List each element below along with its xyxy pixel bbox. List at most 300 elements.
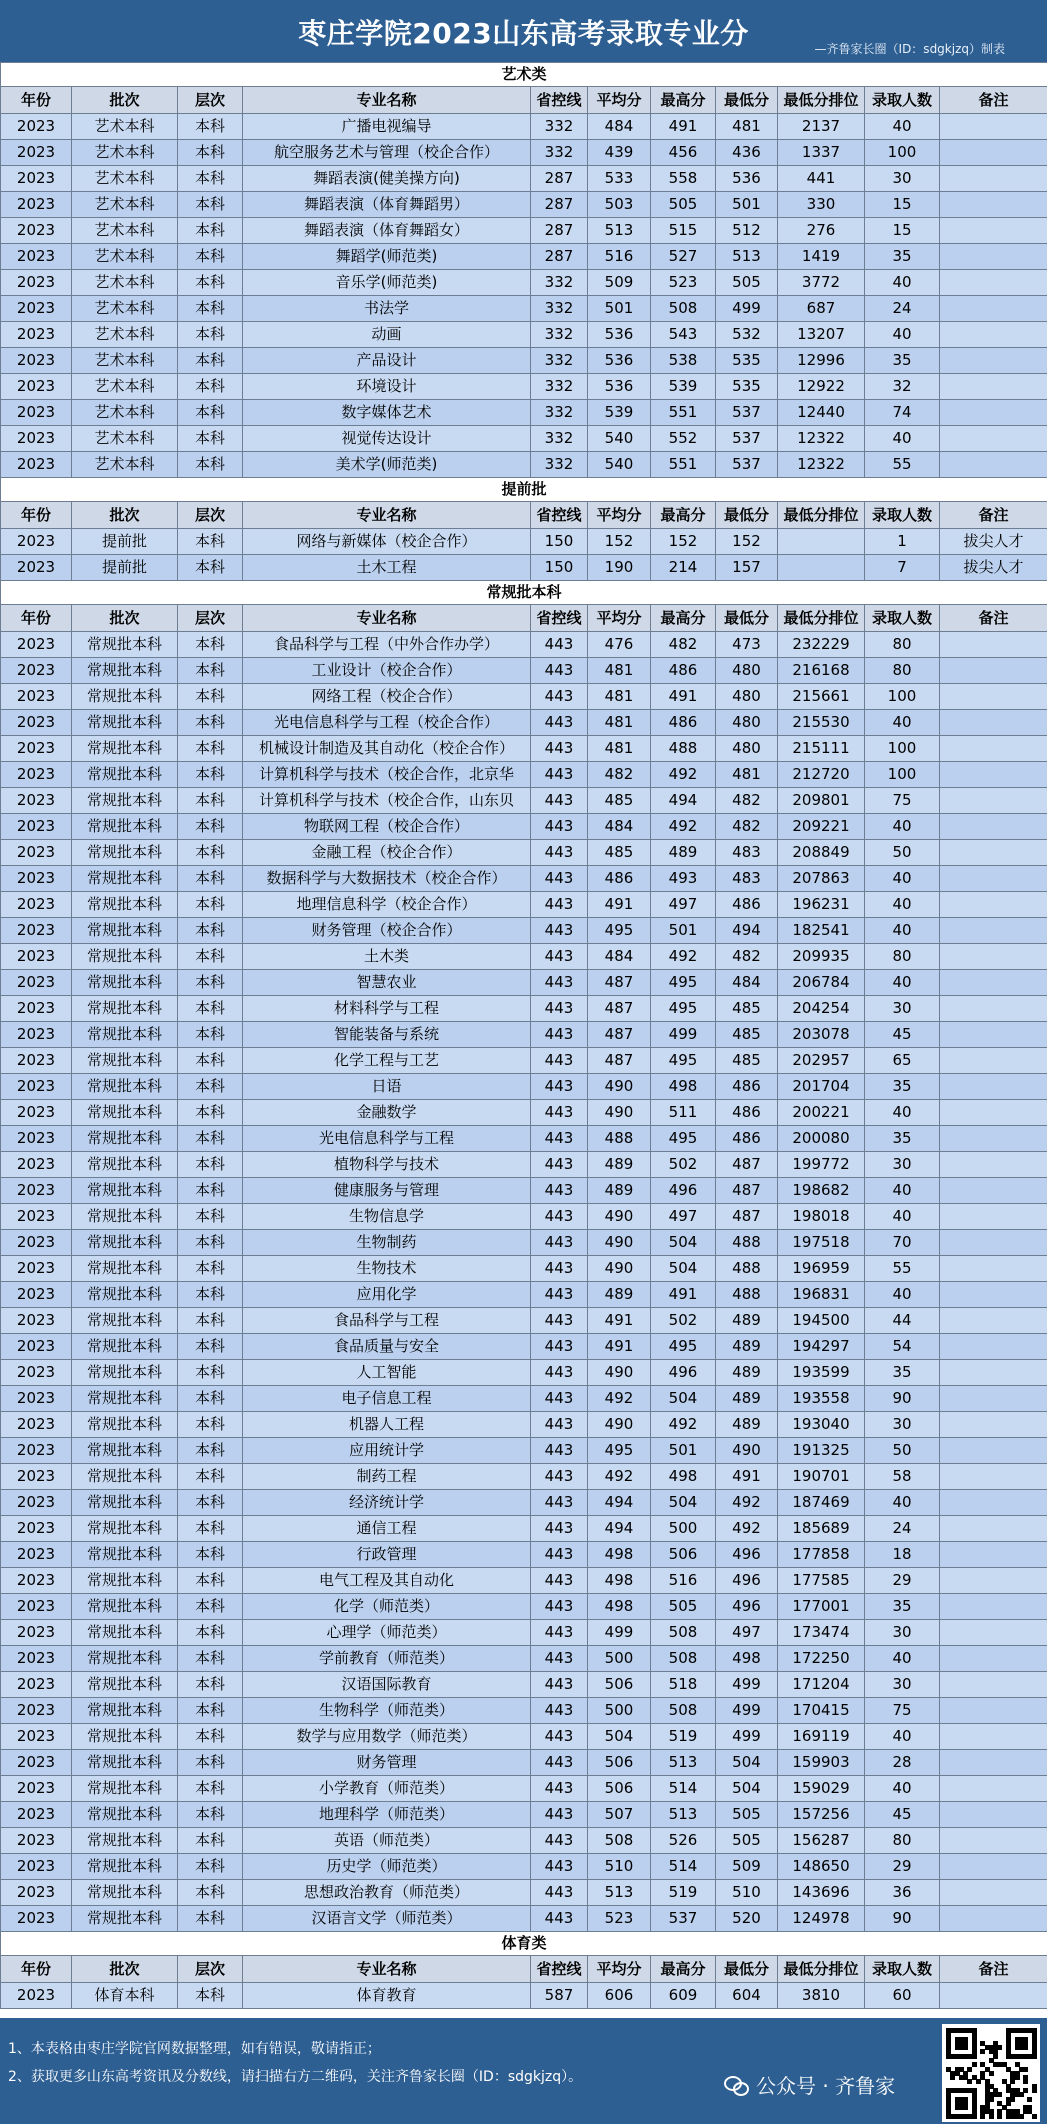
cell-avg-score: 476	[588, 632, 651, 658]
cell-batch: 常规批本科	[72, 710, 178, 736]
cell-remark	[940, 1620, 1047, 1646]
column-header-min-score: 最低分	[716, 87, 778, 114]
table-row	[1, 1646, 1047, 1672]
table-row	[1, 1178, 1047, 1204]
cell-max-score: 495	[651, 1048, 716, 1074]
table-row	[1, 996, 1047, 1022]
cell-min-score: 488	[716, 1282, 778, 1308]
cell-year: 2023	[1, 840, 72, 866]
cell-max-score: 501	[651, 1438, 716, 1464]
table-row	[1, 1568, 1047, 1594]
footer	[0, 2018, 1047, 2124]
cell-min-rank: 191325	[778, 1438, 865, 1464]
cell-min-score: 473	[716, 632, 778, 658]
cell-control-line: 332	[531, 374, 588, 400]
cell-control-line: 443	[531, 1750, 588, 1776]
cell-batch: 常规批本科	[72, 1802, 178, 1828]
cell-batch: 常规批本科	[72, 1724, 178, 1750]
cell-remark	[940, 1698, 1047, 1724]
cell-min-score: 487	[716, 1204, 778, 1230]
table-row	[1, 1464, 1047, 1490]
cell-major: 土木工程	[243, 555, 531, 581]
cell-remark	[940, 140, 1047, 166]
cell-remark	[940, 1490, 1047, 1516]
cell-year: 2023	[1, 1178, 72, 1204]
cell-control-line: 443	[531, 736, 588, 762]
table-row	[1, 1750, 1047, 1776]
cell-remark	[940, 244, 1047, 270]
cell-level: 本科	[178, 1802, 243, 1828]
cell-min-rank: 177001	[778, 1594, 865, 1620]
cell-min-rank: 124978	[778, 1906, 865, 1932]
table-row	[1, 736, 1047, 762]
cell-year: 2023	[1, 1230, 72, 1256]
cell-avg-score: 495	[588, 918, 651, 944]
cell-major: 书法学	[243, 296, 531, 322]
cell-major: 汉语国际教育	[243, 1672, 531, 1698]
cell-min-rank: 12440	[778, 400, 865, 426]
cell-remark	[940, 218, 1047, 244]
cell-major: 舞蹈表演（体育舞蹈女）	[243, 218, 531, 244]
cell-control-line: 443	[531, 1464, 588, 1490]
cell-major: 日语	[243, 1074, 531, 1100]
cell-control-line: 443	[531, 1620, 588, 1646]
cell-level: 本科	[178, 658, 243, 684]
cell-min-rank: 1419	[778, 244, 865, 270]
cell-enrolled: 30	[865, 1152, 940, 1178]
cell-max-score: 514	[651, 1854, 716, 1880]
cell-min-score: 480	[716, 710, 778, 736]
cell-year: 2023	[1, 1438, 72, 1464]
cell-batch: 常规批本科	[72, 1152, 178, 1178]
cell-major: 舞蹈表演(健美操方向)	[243, 166, 531, 192]
column-header-level: 层次	[178, 502, 243, 529]
table-row	[1, 1594, 1047, 1620]
cell-min-score: 483	[716, 866, 778, 892]
cell-min-rank: 12922	[778, 374, 865, 400]
cell-enrolled: 40	[865, 1776, 940, 1802]
table-row	[1, 1204, 1047, 1230]
cell-batch: 常规批本科	[72, 684, 178, 710]
cell-control-line: 443	[531, 1204, 588, 1230]
cell-remark	[940, 1282, 1047, 1308]
cell-max-score: 492	[651, 944, 716, 970]
cell-batch: 提前批	[72, 529, 178, 555]
table-row	[1, 1100, 1047, 1126]
cell-remark	[940, 1334, 1047, 1360]
cell-min-score: 489	[716, 1334, 778, 1360]
table-row	[1, 788, 1047, 814]
cell-min-score: 482	[716, 814, 778, 840]
cell-min-rank: 3810	[778, 1983, 865, 2009]
cell-major: 行政管理	[243, 1542, 531, 1568]
cell-year: 2023	[1, 1048, 72, 1074]
note-1: 1、本表格由枣庄学院官网数据整理，如有错误，敬请指正；	[8, 2041, 381, 2057]
cell-major: 经济统计学	[243, 1490, 531, 1516]
column-header-remark: 备注	[940, 1956, 1047, 1983]
cell-remark	[940, 270, 1047, 296]
cell-min-rank: 209221	[778, 814, 865, 840]
cell-batch: 常规批本科	[72, 1750, 178, 1776]
column-header-major: 专业名称	[243, 605, 531, 632]
cell-major: 计算机科学与技术（校企合作，北京华	[243, 762, 531, 788]
cell-major: 应用统计学	[243, 1438, 531, 1464]
cell-year: 2023	[1, 1256, 72, 1282]
cell-major: 计算机科学与技术（校企合作，山东贝	[243, 788, 531, 814]
cell-control-line: 443	[531, 1256, 588, 1282]
table-row	[1, 1854, 1047, 1880]
cell-major: 智能装备与系统	[243, 1022, 531, 1048]
cell-enrolled: 75	[865, 1698, 940, 1724]
column-header-batch: 批次	[72, 1956, 178, 1983]
cell-level: 本科	[178, 1074, 243, 1100]
cell-level: 本科	[178, 1854, 243, 1880]
cell-control-line: 443	[531, 1802, 588, 1828]
column-header-batch: 批次	[72, 605, 178, 632]
table-row	[1, 1672, 1047, 1698]
column-header-enrolled: 录取人数	[865, 502, 940, 529]
cell-avg-score: 484	[588, 944, 651, 970]
cell-enrolled: 40	[865, 1724, 940, 1750]
cell-year: 2023	[1, 1100, 72, 1126]
cell-remark	[940, 788, 1047, 814]
cell-batch: 常规批本科	[72, 1880, 178, 1906]
cell-min-score: 489	[716, 1386, 778, 1412]
cell-major: 材料科学与工程	[243, 996, 531, 1022]
table-row	[1, 1490, 1047, 1516]
cell-max-score: 538	[651, 348, 716, 374]
cell-min-rank: 207863	[778, 866, 865, 892]
cell-control-line: 443	[531, 1906, 588, 1932]
cell-remark	[940, 322, 1047, 348]
cell-control-line: 443	[531, 814, 588, 840]
cell-remark	[940, 374, 1047, 400]
cell-avg-score: 481	[588, 736, 651, 762]
column-header-batch: 批次	[72, 502, 178, 529]
cell-year: 2023	[1, 1516, 72, 1542]
cell-min-score: 486	[716, 1100, 778, 1126]
cell-min-rank: 1337	[778, 140, 865, 166]
cell-max-score: 495	[651, 1126, 716, 1152]
cell-year: 2023	[1, 1542, 72, 1568]
cell-year: 2023	[1, 996, 72, 1022]
cell-batch: 常规批本科	[72, 1022, 178, 1048]
cell-enrolled: 75	[865, 788, 940, 814]
table-row	[1, 270, 1047, 296]
cell-control-line: 443	[531, 1152, 588, 1178]
cell-major: 生物科学（师范类）	[243, 1698, 531, 1724]
cell-year: 2023	[1, 1334, 72, 1360]
cell-enrolled: 80	[865, 944, 940, 970]
cell-year: 2023	[1, 400, 72, 426]
cell-control-line: 443	[531, 1126, 588, 1152]
cell-major: 应用化学	[243, 1282, 531, 1308]
cell-remark	[940, 192, 1047, 218]
table-row	[1, 1620, 1047, 1646]
cell-year: 2023	[1, 632, 72, 658]
table-row	[1, 1802, 1047, 1828]
cell-max-score: 609	[651, 1983, 716, 2009]
cell-major: 舞蹈表演（体育舞蹈男）	[243, 192, 531, 218]
cell-control-line: 443	[531, 1776, 588, 1802]
column-header-min-score: 最低分	[716, 502, 778, 529]
cell-control-line: 443	[531, 840, 588, 866]
cell-control-line: 287	[531, 244, 588, 270]
cell-enrolled: 70	[865, 1230, 940, 1256]
cell-enrolled: 40	[865, 1100, 940, 1126]
cell-avg-score: 487	[588, 1022, 651, 1048]
credit-text: —齐鲁家长圈（ID：sdgkjzq）制表	[814, 42, 1005, 56]
column-header-control-line: 省控线	[531, 605, 588, 632]
cell-max-score: 498	[651, 1464, 716, 1490]
cell-max-score: 504	[651, 1386, 716, 1412]
cell-batch: 常规批本科	[72, 918, 178, 944]
section-title-row	[1, 581, 1047, 605]
cell-min-rank: 215111	[778, 736, 865, 762]
column-header-batch: 批次	[72, 87, 178, 114]
cell-control-line: 443	[531, 684, 588, 710]
cell-max-score: 492	[651, 762, 716, 788]
cell-level: 本科	[178, 1282, 243, 1308]
cell-level: 本科	[178, 1360, 243, 1386]
table-row	[1, 658, 1047, 684]
cell-enrolled: 24	[865, 1516, 940, 1542]
cell-level: 本科	[178, 1672, 243, 1698]
cell-year: 2023	[1, 1620, 72, 1646]
cell-level: 本科	[178, 1620, 243, 1646]
cell-enrolled: 7	[865, 555, 940, 581]
cell-control-line: 332	[531, 426, 588, 452]
cell-remark	[940, 1126, 1047, 1152]
cell-avg-score: 536	[588, 322, 651, 348]
cell-enrolled: 30	[865, 1412, 940, 1438]
cell-remark	[940, 166, 1047, 192]
cell-min-rank	[778, 529, 865, 555]
cell-min-score: 484	[716, 970, 778, 996]
cell-level: 本科	[178, 632, 243, 658]
wechat-label	[724, 2070, 895, 2099]
cell-batch: 常规批本科	[72, 1074, 178, 1100]
cell-control-line: 287	[531, 192, 588, 218]
cell-batch: 常规批本科	[72, 1360, 178, 1386]
cell-min-score: 489	[716, 1412, 778, 1438]
cell-avg-score: 523	[588, 1906, 651, 1932]
cell-major: 历史学（师范类）	[243, 1854, 531, 1880]
cell-min-rank: 157256	[778, 1802, 865, 1828]
cell-control-line: 443	[531, 1568, 588, 1594]
cell-avg-score: 494	[588, 1490, 651, 1516]
cell-remark	[940, 918, 1047, 944]
cell-year: 2023	[1, 1776, 72, 1802]
table-row	[1, 1386, 1047, 1412]
cell-enrolled: 29	[865, 1854, 940, 1880]
cell-control-line: 443	[531, 1100, 588, 1126]
cell-batch: 常规批本科	[72, 1256, 178, 1282]
section-title: 提前批	[1, 478, 1047, 502]
cell-level: 本科	[178, 1022, 243, 1048]
column-header-remark: 备注	[940, 87, 1047, 114]
cell-batch: 常规批本科	[72, 1698, 178, 1724]
cell-major: 动画	[243, 322, 531, 348]
cell-min-rank: 194500	[778, 1308, 865, 1334]
cell-max-score: 537	[651, 1906, 716, 1932]
cell-avg-score: 506	[588, 1672, 651, 1698]
cell-min-score: 494	[716, 918, 778, 944]
cell-batch: 常规批本科	[72, 1594, 178, 1620]
cell-control-line: 443	[531, 1438, 588, 1464]
cell-level: 本科	[178, 1828, 243, 1854]
cell-remark	[940, 944, 1047, 970]
cell-enrolled: 45	[865, 1802, 940, 1828]
cell-enrolled: 30	[865, 166, 940, 192]
column-header-min-rank: 最低分排位	[778, 1956, 865, 1983]
cell-avg-score: 484	[588, 814, 651, 840]
cell-control-line: 287	[531, 166, 588, 192]
cell-min-rank: 187469	[778, 1490, 865, 1516]
cell-min-score: 496	[716, 1594, 778, 1620]
cell-remark	[940, 866, 1047, 892]
cell-min-score: 491	[716, 1464, 778, 1490]
cell-year: 2023	[1, 1880, 72, 1906]
cell-enrolled: 32	[865, 374, 940, 400]
header-row	[1, 605, 1047, 632]
column-header-avg-score: 平均分	[588, 1956, 651, 1983]
cell-control-line: 443	[531, 1880, 588, 1906]
cell-batch: 常规批本科	[72, 1282, 178, 1308]
cell-batch: 艺术本科	[72, 166, 178, 192]
cell-batch: 常规批本科	[72, 1412, 178, 1438]
cell-remark	[940, 1152, 1047, 1178]
cell-max-score: 513	[651, 1750, 716, 1776]
cell-enrolled: 30	[865, 1672, 940, 1698]
column-header-remark: 备注	[940, 605, 1047, 632]
cell-major: 工业设计（校企合作）	[243, 658, 531, 684]
cell-year: 2023	[1, 140, 72, 166]
cell-major: 航空服务艺术与管理（校企合作）	[243, 140, 531, 166]
cell-min-score: 505	[716, 1828, 778, 1854]
cell-avg-score: 536	[588, 374, 651, 400]
cell-avg-score: 190	[588, 555, 651, 581]
cell-remark	[940, 348, 1047, 374]
cell-batch: 艺术本科	[72, 192, 178, 218]
cell-major: 地理信息科学（校企合作）	[243, 892, 531, 918]
section-title-row	[1, 1932, 1047, 1956]
cell-level: 本科	[178, 1204, 243, 1230]
cell-level: 本科	[178, 866, 243, 892]
cell-avg-score: 490	[588, 1360, 651, 1386]
cell-min-score: 490	[716, 1438, 778, 1464]
column-header-avg-score: 平均分	[588, 87, 651, 114]
cell-min-rank: 170415	[778, 1698, 865, 1724]
cell-enrolled: 36	[865, 1880, 940, 1906]
cell-year: 2023	[1, 1490, 72, 1516]
cell-control-line: 443	[531, 944, 588, 970]
cell-remark	[940, 1204, 1047, 1230]
cell-max-score: 519	[651, 1724, 716, 1750]
cell-year: 2023	[1, 1464, 72, 1490]
cell-major: 网络与新媒体（校企合作）	[243, 529, 531, 555]
cell-batch: 常规批本科	[72, 1100, 178, 1126]
cell-batch: 常规批本科	[72, 736, 178, 762]
cell-batch: 艺术本科	[72, 426, 178, 452]
cell-remark	[940, 400, 1047, 426]
cell-enrolled: 35	[865, 1126, 940, 1152]
cell-major: 机器人工程	[243, 1412, 531, 1438]
cell-batch: 常规批本科	[72, 1620, 178, 1646]
cell-remark	[940, 710, 1047, 736]
cell-min-score: 152	[716, 529, 778, 555]
cell-avg-score: 509	[588, 270, 651, 296]
cell-remark	[940, 762, 1047, 788]
cell-batch: 艺术本科	[72, 452, 178, 478]
cell-batch: 常规批本科	[72, 1672, 178, 1698]
cell-enrolled: 40	[865, 710, 940, 736]
cell-min-score: 520	[716, 1906, 778, 1932]
cell-min-score: 496	[716, 1568, 778, 1594]
cell-major: 机械设计制造及其自动化（校企合作）	[243, 736, 531, 762]
cell-year: 2023	[1, 944, 72, 970]
cell-min-rank: 199772	[778, 1152, 865, 1178]
cell-year: 2023	[1, 892, 72, 918]
cell-max-score: 493	[651, 866, 716, 892]
cell-remark	[940, 1594, 1047, 1620]
section-title-row	[1, 478, 1047, 502]
cell-min-score: 498	[716, 1646, 778, 1672]
cell-avg-score: 490	[588, 1204, 651, 1230]
cell-min-score: 532	[716, 322, 778, 348]
cell-max-score: 539	[651, 374, 716, 400]
cell-max-score: 491	[651, 114, 716, 140]
cell-min-rank: 330	[778, 192, 865, 218]
cell-control-line: 443	[531, 918, 588, 944]
cell-level: 本科	[178, 1126, 243, 1152]
cell-level: 本科	[178, 270, 243, 296]
cell-level: 本科	[178, 1594, 243, 1620]
cell-control-line: 443	[531, 1828, 588, 1854]
cell-remark	[940, 1256, 1047, 1282]
cell-year: 2023	[1, 710, 72, 736]
cell-remark	[940, 658, 1047, 684]
table-row	[1, 1412, 1047, 1438]
table-row	[1, 114, 1047, 140]
cell-enrolled: 90	[865, 1906, 940, 1932]
cell-level: 本科	[178, 814, 243, 840]
cell-year: 2023	[1, 1308, 72, 1334]
cell-enrolled: 40	[865, 970, 940, 996]
wechat-text: 公众号 · 齐鲁家	[756, 2074, 896, 2098]
cell-remark	[940, 1074, 1047, 1100]
cell-avg-score: 491	[588, 1308, 651, 1334]
cell-min-rank: 190701	[778, 1464, 865, 1490]
cell-major: 广播电视编导	[243, 114, 531, 140]
cell-min-score: 505	[716, 1802, 778, 1828]
cell-year: 2023	[1, 1698, 72, 1724]
column-header-max-score: 最高分	[651, 87, 716, 114]
table-row	[1, 529, 1047, 555]
cell-control-line: 443	[531, 1360, 588, 1386]
cell-min-score: 485	[716, 996, 778, 1022]
cell-batch: 常规批本科	[72, 1646, 178, 1672]
qr-code-image	[942, 2024, 1040, 2122]
cell-major: 智慧农业	[243, 970, 531, 996]
cell-major: 食品质量与安全	[243, 1334, 531, 1360]
cell-max-score: 488	[651, 736, 716, 762]
cell-min-score: 497	[716, 1620, 778, 1646]
cell-year: 2023	[1, 1126, 72, 1152]
cell-level: 本科	[178, 1776, 243, 1802]
cell-major: 生物信息学	[243, 1204, 531, 1230]
cell-enrolled: 40	[865, 866, 940, 892]
